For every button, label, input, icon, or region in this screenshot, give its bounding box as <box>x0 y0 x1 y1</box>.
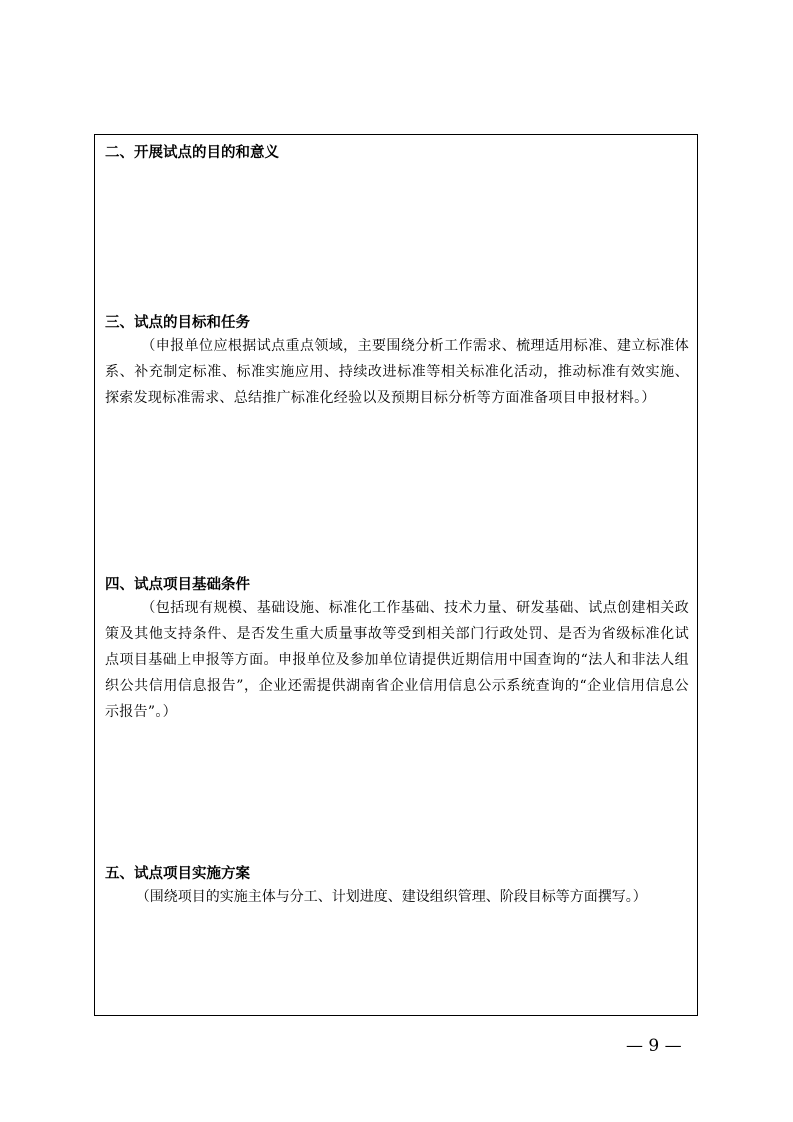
section-body: （申报单位应根据试点重点领域，主要围绕分析工作需求、梳理适用标准、建立标准体系、补充制定标准、标准实施应用、持续改进标准等相关标准化活动，推动标准有效实施、探索发现标准需求、总结推广标准化经验以及预期目标分析等方面准备项目申报材料。） <box>105 338 689 406</box>
section-heading: 五、试点项目实施方案 <box>105 866 250 882</box>
section-foundation <box>105 575 689 725</box>
section-purpose <box>105 143 689 163</box>
section-body: （围绕项目的实施主体与分工、计划进度、建设组织管理、阶段目标等方面撰写。） <box>135 889 647 905</box>
section-body: （包括现有规模、基础设施、标准化工作基础、技术力量、研发基础、试点创建相关政策及其他支持条件、是否发生重大质量事故等受到相关部门行政处罚、是否为省级标准化试点项目基础上申报等方面。申报单位及参加单位请提供近期信用中国查询的“法人和非法人组织公共信用信息报告”，企业还需提供湖南省企业信用信息公示系统查询的“企业信用信息公示报告”。） <box>105 600 689 720</box>
form-box <box>94 134 698 1016</box>
section-heading: 二、开展试点的目的和意义 <box>105 145 279 161</box>
section-goals-tasks <box>105 313 689 411</box>
section-heading: 三、试点的目标和任务 <box>105 315 250 331</box>
page-number: — 9 — <box>626 1036 682 1056</box>
section-implementation <box>105 864 689 910</box>
section-heading: 四、试点项目基础条件 <box>105 577 250 593</box>
